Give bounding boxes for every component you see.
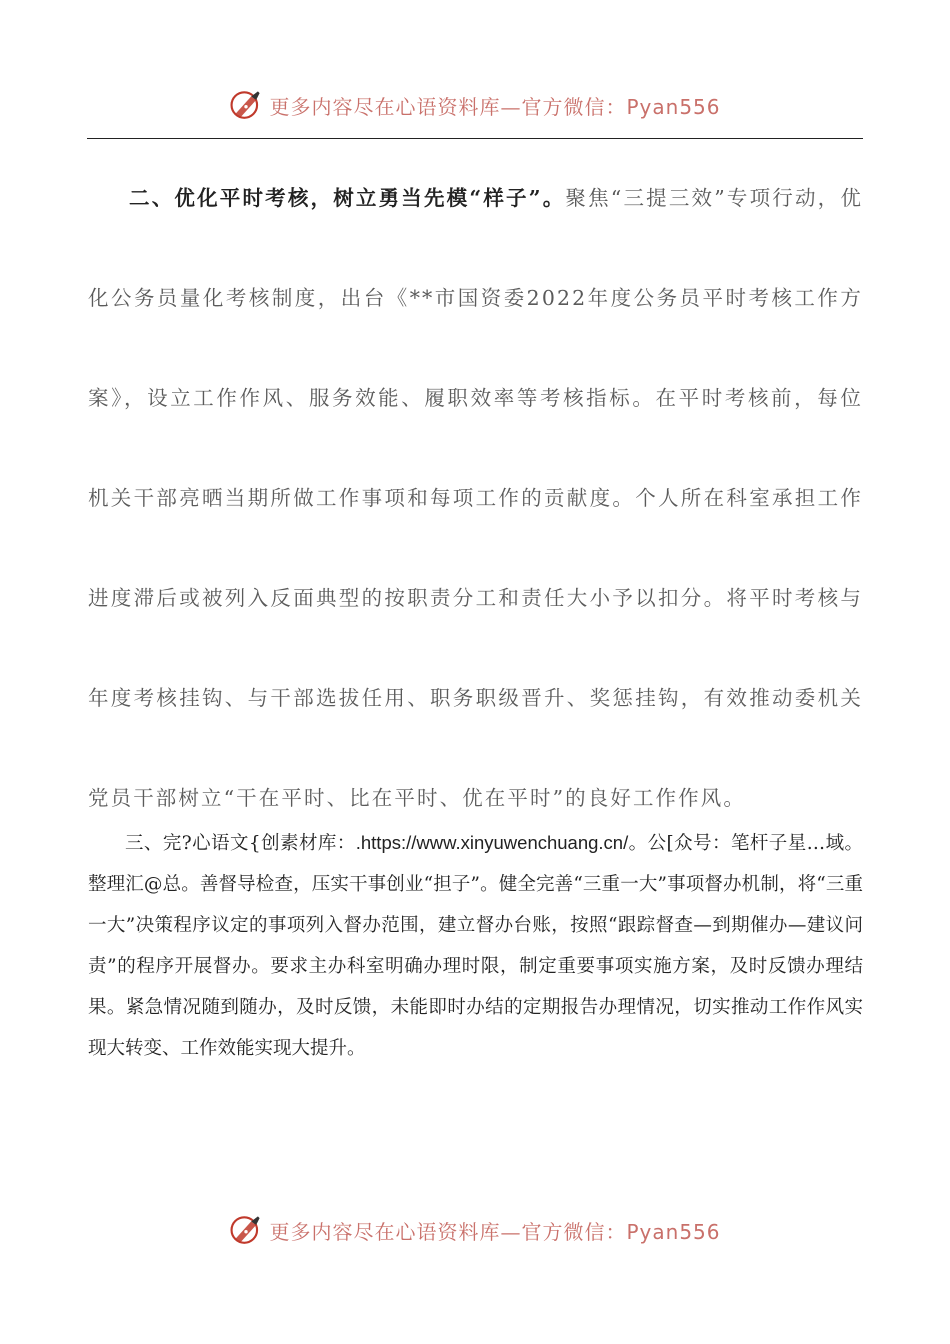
footer-wechat-label: 官方微信： xyxy=(521,1219,627,1244)
header-divider xyxy=(87,138,863,139)
footer-banner xyxy=(0,1210,950,1250)
paragraph-2-heading: 二、优化平时考核，树立勇当先模“样子”。 xyxy=(129,186,566,210)
header-banner xyxy=(0,85,950,125)
paragraph-2-text: 聚焦“三提三效”专项行动，优化公务员量化考核制度，出台《**市国资委2022年度公务员平时考核工作方案》，设立工作作风、服务效能、履职效率等考核指标。在平时考核前，每位机关干部亮晒当期所做工作事项和每项工作的贡献度。个人所在科室承担工作进度滞后或被列入反面典型的按职责分工和责任大小予以扣分。将平时考核与年度考核挂钩、与干部选拔任用、职务职级晋升、奖惩挂钩，有效推动委机关党员干部树立“干在平时、比在平时、优在平时”的良好工作作风。 xyxy=(88,186,863,810)
footer-site-text: 更多内容尽在心语资料库 xyxy=(269,1219,501,1244)
footer-wechat-id: Pyan556 xyxy=(626,1219,721,1244)
banner-dash: — xyxy=(500,94,522,119)
banner-wechat-id: Pyan556 xyxy=(626,94,721,119)
banner-text xyxy=(269,91,720,120)
footer-banner-text xyxy=(269,1216,720,1245)
paragraph-2 xyxy=(88,148,863,848)
paragraph-3-url: .https://www.xinyuwenchuang.cn/ xyxy=(355,832,629,853)
paragraph-3-text: 。公[众号：笔杆子星…域。整理汇@总。善督导检查，压实干事创业“担子”。健全完善“三重一大”事项督办机制，将“三重一大”决策程序议定的事项列入督办范围，建立督办台账，按照“跟踪督查—到期催办—建议问责”的程序开展督办。要求主办科室明确办理时限，制定重要事项实施方案，及时反馈办理结果。紧急情况随到随办，及时反馈，未能即时办结的定期报告办理情况，切实推动工作作风实现大转变、工作效能实现大提升。 xyxy=(88,833,863,1059)
banner-wechat-label: 官方微信： xyxy=(521,94,627,119)
footer-dash: — xyxy=(500,1219,522,1244)
pen-nib-logo-icon xyxy=(229,1213,263,1247)
banner-site-text: 更多内容尽在心语资料库 xyxy=(269,94,501,119)
paragraph-3 xyxy=(88,822,863,1069)
pen-nib-logo-icon xyxy=(229,88,263,122)
paragraph-3-prefix: 三、完?心语文{创素材库： xyxy=(125,833,356,854)
